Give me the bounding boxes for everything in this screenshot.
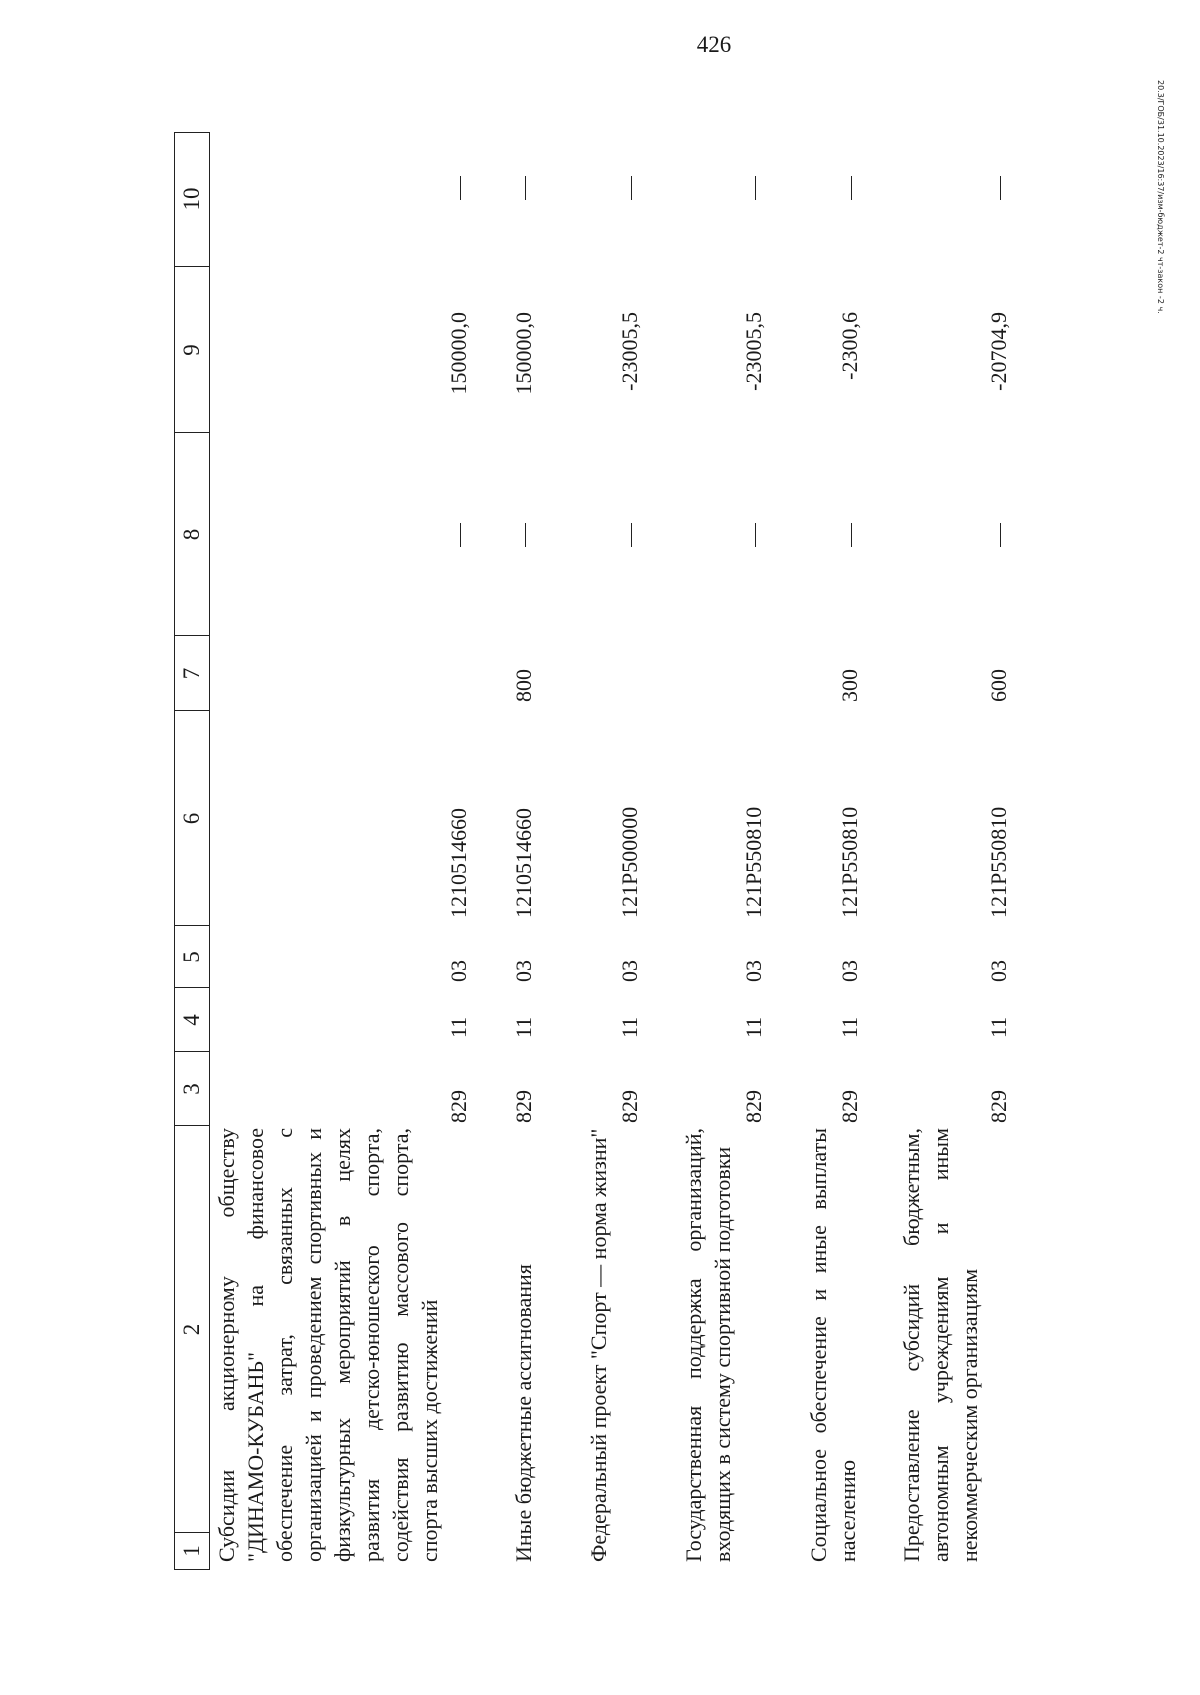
row-6-col8-dash xyxy=(1000,523,1001,547)
row-6-col4: 11 xyxy=(986,1016,1011,1038)
row-5-col9: -2300,6 xyxy=(837,312,862,380)
row-2-col3: 829 xyxy=(511,1090,536,1123)
row-2-col8-dash xyxy=(525,523,526,547)
row-5-col5: 03 xyxy=(837,960,862,982)
row-1-col10-dash xyxy=(460,176,461,200)
row-4-col9: -23005,5 xyxy=(741,312,766,391)
column-header-7: 7 xyxy=(179,667,204,680)
row-4-col10-dash xyxy=(755,176,756,200)
row-4-col3: 829 xyxy=(741,1090,766,1123)
row-1-col5: 03 xyxy=(446,960,471,982)
row-4-description: Государственная поддержка организаций, входящих в систему спортивной подготовки xyxy=(681,1128,735,1562)
row-2-col10-dash xyxy=(525,176,526,200)
row-5-col6: 121Р550810 xyxy=(837,806,862,918)
row-3-col9: -23005,5 xyxy=(617,312,642,391)
column-header-2: 2 xyxy=(179,1323,204,1336)
row-1-col3: 829 xyxy=(446,1090,471,1123)
row-3-col3: 829 xyxy=(617,1090,642,1123)
row-1-description: Субсидии акционерному обществу "ДИНАМО-КУБАНЬ" на финансовое обеспечение затрат, связанных с организацией и проведением спортивных и физкультурных мероприятий в целях развития детско-юношеского спорта, содействия развитию массового спорта, спорта высших достижений xyxy=(214,1128,442,1562)
row-5-col8-dash xyxy=(851,523,852,547)
row-3-col5: 03 xyxy=(617,960,642,982)
footer-code: 20.3/ГОБ/31.10.2023/16:37/изм-бюджет-2 чт-закон -2 ч. xyxy=(1156,80,1165,314)
row-6-col10-dash xyxy=(1000,176,1001,200)
budget-table xyxy=(174,132,1200,1570)
row-2-col5: 03 xyxy=(511,960,536,982)
row-5-description: Социальное обеспечение и иные выплаты населению xyxy=(806,1128,860,1562)
column-header-6: 6 xyxy=(179,812,204,825)
row-3-col10-dash xyxy=(631,176,632,200)
row-1-col4: 11 xyxy=(446,1016,471,1038)
row-5-col10-dash xyxy=(851,176,852,200)
row-2-col7: 800 xyxy=(511,669,536,702)
row-1-col9: 150000,0 xyxy=(446,312,471,395)
column-header-1: 1 xyxy=(179,1545,204,1557)
column-header-5: 5 xyxy=(179,951,204,963)
row-6-col9: -20704,9 xyxy=(986,312,1011,391)
row-5-col7: 300 xyxy=(837,669,862,702)
row-1-col6: 1210514660 xyxy=(446,808,471,918)
row-2-description: Иные бюджетные ассигнования xyxy=(511,1264,536,1562)
column-header-9: 9 xyxy=(179,344,204,356)
column-header-4: 4 xyxy=(179,1014,204,1026)
table-header xyxy=(174,132,210,1570)
row-4-col8-dash xyxy=(755,523,756,547)
row-4-col5: 03 xyxy=(741,960,766,982)
column-header-3: 3 xyxy=(179,1083,204,1095)
row-6-col3: 829 xyxy=(986,1090,1011,1123)
row-2-col9: 150000,0 xyxy=(511,312,536,395)
row-6-col7: 600 xyxy=(986,669,1011,702)
row-6-col6: 121Р550810 xyxy=(986,806,1011,918)
page-number: 426 xyxy=(696,32,732,57)
row-3-col6: 121Р500000 xyxy=(617,806,642,918)
row-2-col4: 11 xyxy=(511,1016,536,1038)
column-header-8: 8 xyxy=(179,528,204,541)
row-3-description: Федеральный проект "Спорт — норма жизни" xyxy=(586,1128,611,1562)
row-6-col5: 03 xyxy=(986,960,1011,982)
row-5-col4: 11 xyxy=(837,1016,862,1038)
row-1-col8-dash xyxy=(460,523,461,547)
column-header-10: 10 xyxy=(179,187,204,211)
row-6-description: Предоставление субсидий бюджетным, автономным учреждениям и иным некоммерческим организациям xyxy=(899,1128,982,1562)
row-4-col6: 121Р550810 xyxy=(741,806,766,918)
row-4-col4: 11 xyxy=(741,1016,766,1038)
row-5-col3: 829 xyxy=(837,1090,862,1123)
row-3-col4: 11 xyxy=(617,1016,642,1038)
row-2-col6: 1210514660 xyxy=(511,808,536,918)
row-3-col8-dash xyxy=(631,523,632,547)
